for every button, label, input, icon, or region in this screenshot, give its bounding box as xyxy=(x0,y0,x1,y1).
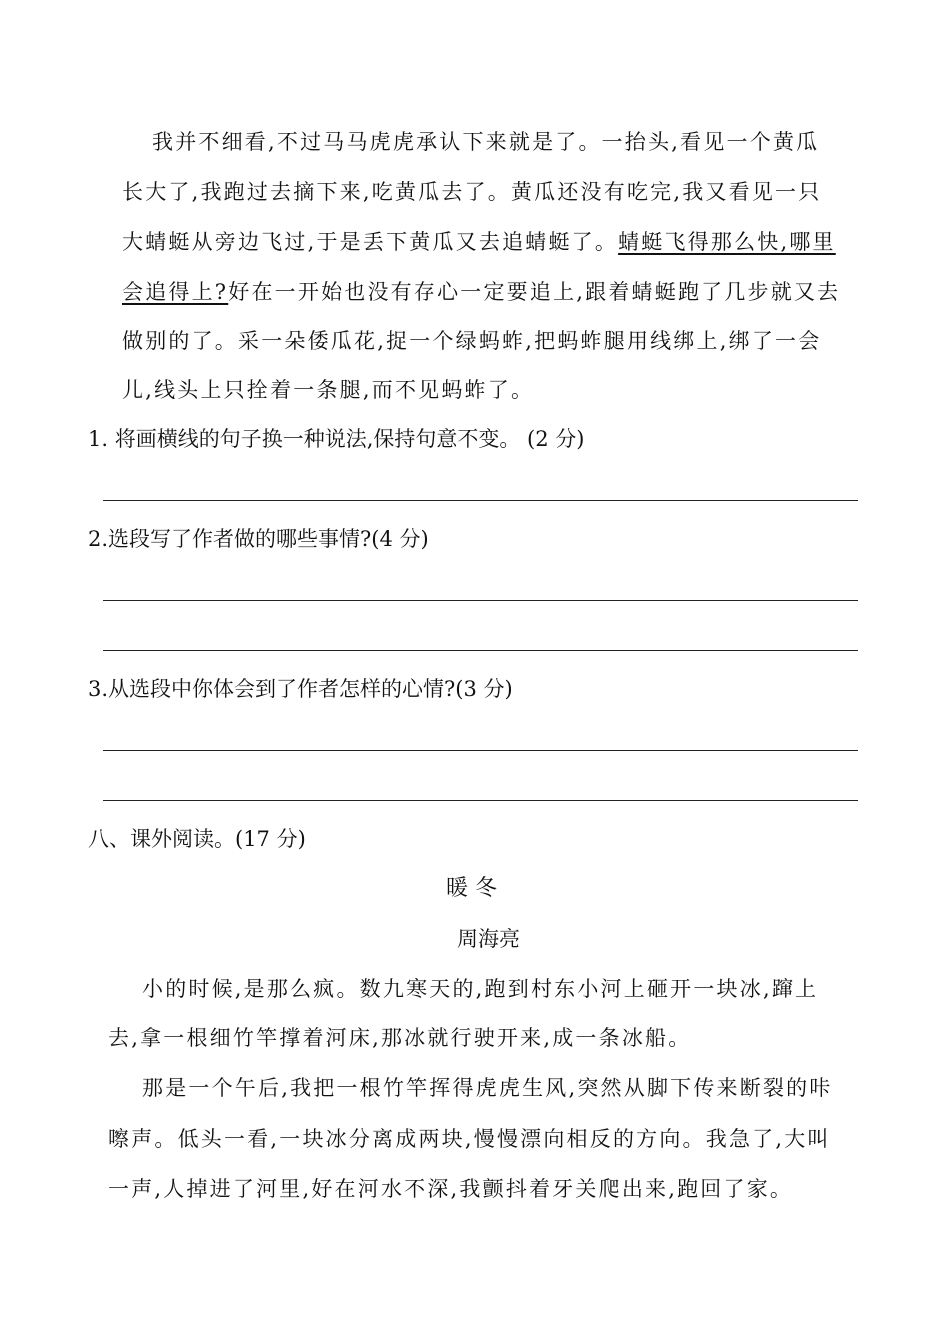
article-p2-line-3: 一声,人掉进了河里,好在河水不深,我颤抖着牙关爬出来,跑回了家。 xyxy=(108,1177,794,1201)
excerpt-line-3-plain: 大蜻蜓从旁边飞过,于是丢下黄瓜又去追蜻蜓了。 xyxy=(122,230,619,254)
excerpt-line-2: 长大了,我跑过去摘下来,吃黄瓜去了。黄瓜还没有吃完,我又看见一只 xyxy=(122,180,822,204)
article-p1-line-1: 小的时候,是那么疯。数九寒天的,跑到村东小河上砸开一块冰,蹿上 xyxy=(142,977,819,1001)
question-3: 3.从选段中你体会到了作者怎样的心情?(3 分) xyxy=(88,677,513,701)
underlined-sentence-part-2: 会追得上? xyxy=(122,280,229,304)
article-title: 暖 冬 xyxy=(446,876,497,901)
article-p2-line-2: 嚓声。低头一看,一块冰分离成两块,慢慢漂向相反的方向。我急了,大叫 xyxy=(108,1127,831,1151)
answer-line-q3-b[interactable] xyxy=(103,800,858,801)
article-p2-line-1: 那是一个午后,我把一根竹竿挥得虎虎生风,突然从脚下传来断裂的咔 xyxy=(142,1076,833,1100)
excerpt-line-6: 儿,线头上只拴着一条腿,而不见蚂蚱了。 xyxy=(122,378,535,402)
section-8-heading: 八、课外阅读。(17 分) xyxy=(88,827,306,851)
excerpt-line-4-plain: 好在一开始也没有存心一定要追上,跟着蜻蜓跑了几步就又去 xyxy=(228,280,841,304)
article-author: 周海亮 xyxy=(457,927,520,951)
excerpt-line-4 xyxy=(122,277,840,307)
answer-line-q1[interactable] xyxy=(103,500,858,501)
question-2: 2.选段写了作者做的哪些事情?(4 分) xyxy=(88,527,429,551)
excerpt-line-3 xyxy=(122,227,836,257)
excerpt-line-5: 做别的了。采一朵倭瓜花,捉一个绿蚂蚱,把蚂蚱腿用线绑上,绑了一会 xyxy=(122,329,822,353)
question-1: 1. 将画横线的句子换一种说法,保持句意不变。 (2 分) xyxy=(88,427,585,451)
answer-line-q3-a[interactable] xyxy=(103,750,858,751)
article-p1-line-2: 去,拿一根细竹竿撑着河床,那冰就行驶开来,成一条冰船。 xyxy=(108,1026,692,1050)
excerpt-line-1: 我并不细看,不过马马虎虎承认下来就是了。一抬头,看见一个黄瓜 xyxy=(152,130,820,154)
answer-line-q2-b[interactable] xyxy=(103,650,858,651)
answer-line-q2-a[interactable] xyxy=(103,600,858,601)
underlined-sentence-part-1: 蜻蜓飞得那么快,哪里 xyxy=(618,230,836,254)
